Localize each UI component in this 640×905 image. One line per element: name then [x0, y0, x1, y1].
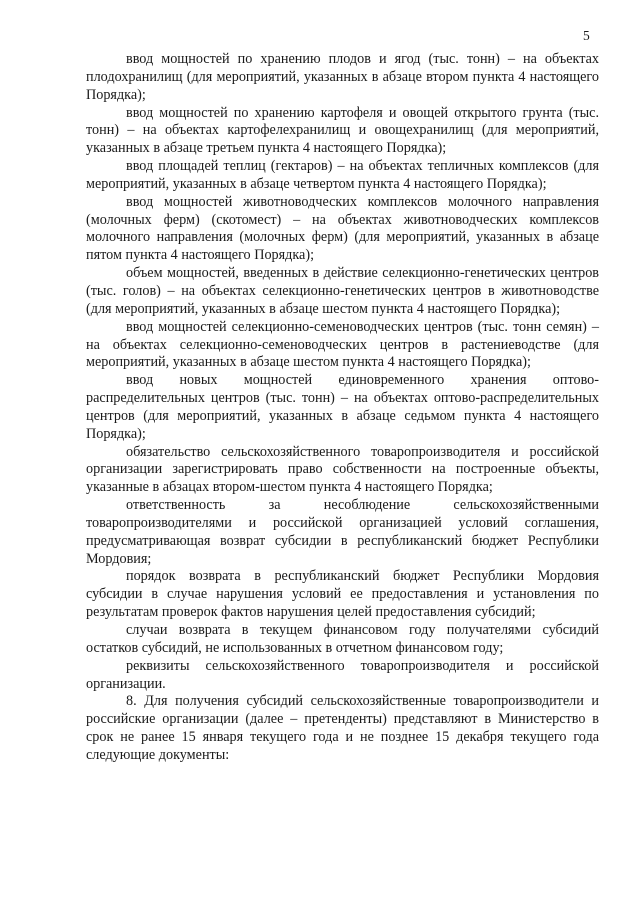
item-8-number: 8. [126, 693, 137, 710]
paragraph-fruit-storage: ввод мощностей по хранению плодов и ягод (тыс. тонн) – на объектах плодохранилищ (для мероприятий, указанных в абзаце втором пункта 4 настоящего Порядка); [86, 51, 599, 103]
item-8-paragraph [86, 693, 599, 764]
document-body [86, 51, 599, 765]
paragraph-breeding-genetic-centers: объем мощностей, введенных в действие селекционно-генетических центров (тыс. голов) – на объектах селекционно-генетических центров в животноводстве (для мероприятий, указанных в абзаце шестом пункта 4 настоящего Порядка); [86, 265, 599, 317]
page-number: 5 [583, 28, 590, 43]
paragraph-return-cases: случаи возврата в текущем финансовом году получателями субсидий остатков субсидий, не использованных в отчетном финансовом году; [86, 622, 599, 656]
paragraph-responsibility: ответственность за несоблюдение сельскохозяйственными товаропроизводителями и российской организацией условий соглашения, предусматривающая возврат субсидии в республиканский бюджет Республики Мордовия; [86, 497, 599, 567]
paragraph-seed-centers: ввод мощностей селекционно-семеноводческих центров (тыс. тонн семян) – на объектах селекционно-семеноводческих центров в растениеводстве (для мероприятий, указанных в абзаце шестом пункта 4 настоящего Порядка); [86, 318, 599, 371]
paragraph-requisites: реквизиты сельскохозяйственного товаропроизводителя и российской организации. [86, 657, 599, 692]
item-8-text: Для получения субсидий сельскохозяйственные товаропроизводители и российские организации (далее – претенденты) представляют в Министерство в срок не ранее 15 января текущего года и не позднее 15 декабря текущего года следующие документы: [86, 693, 599, 763]
paragraph-greenhouses: ввод площадей теплиц (гектаров) – на объектах тепличных комплексов (для мероприятий, указанных в абзаце четвертом пункта 4 настоящего Порядка); [86, 158, 599, 192]
paragraph-ownership-obligation: обязательство сельскохозяйственного товаропроизводителя и российской организации зарегистрировать право собственности на построенные объекты, указанные в абзацах втором-шестом пункта 4 настоящего Порядка; [86, 443, 599, 496]
paragraph-wholesale-centers: ввод новых мощностей единовременного хранения оптово-распределительных центров (тыс. тонн) – на объектах оптово-распределительных центров (для мероприятий, указанных в абзаце седьмом пункта 4 настоящего Порядка); [86, 372, 599, 442]
paragraph-return-procedure: порядок возврата в республиканский бюджет Республики Мордовия субсидии в случае нарушения условий ее предоставления и установления по результатам проверок фактов нарушения целей предоставления субсидий; [86, 568, 599, 621]
paragraph-dairy-complexes: ввод мощностей животноводческих комплексов молочного направления (молочных ферм) (скотомест) – на объектах животноводческих комплексов молочного направления (молочных ферм) (для мероприятий, указанных в абзаце пятом пункта 4 настоящего Порядка); [86, 193, 599, 264]
paragraph-vegetable-storage: ввод мощностей по хранению картофеля и овощей открытого грунта (тыс. тонн) – на объектах картофелехранилищ и овощехранилищ (для мероприятий, указанных в абзаце третьем пункта 4 настоящего Порядка); [86, 104, 599, 157]
